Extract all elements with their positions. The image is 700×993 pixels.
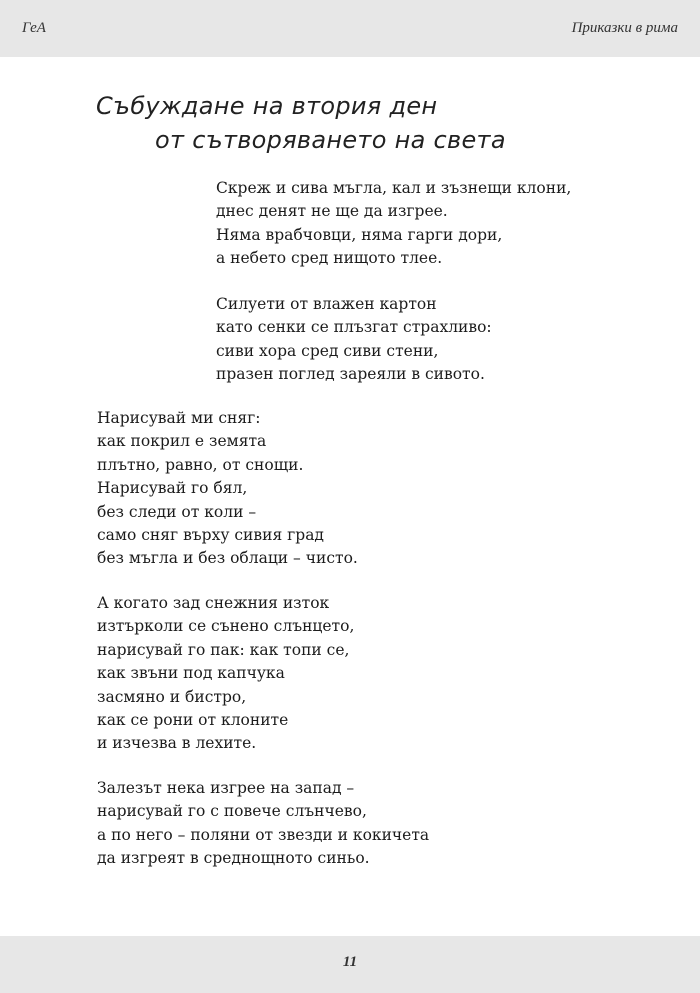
poem-line: плътно, равно, от снощи. [97, 455, 304, 474]
poem-title-line-2: от сътворяването на света [155, 126, 506, 154]
poem-line: Нарисувай го бял, [97, 479, 248, 498]
poem-line: Силуети от влажен картон [216, 295, 437, 313]
poem-line: изтърколи се сънено слънцето, [97, 617, 355, 636]
poem-line: и изчезва в лехите. [97, 734, 257, 753]
poem-line: а небето сред нищото тлее. [216, 249, 443, 268]
poem-line: как звъни под капчука [97, 664, 285, 683]
poem-line: как покрил е земята [97, 432, 267, 451]
stanza-3 [97, 407, 358, 571]
poem-line: А когато зад снежния изток [97, 594, 330, 612]
poem-line: празен поглед зареяли в сивото. [216, 365, 485, 384]
poem-line: Залезът нека изгрее на запад – [97, 779, 355, 797]
header-author: ГеА [22, 20, 46, 36]
poem-line: да изгреят в среднощното синьо. [97, 849, 370, 868]
poem-line: а по него – поляни от звезди и кокичета [97, 825, 430, 844]
poem-line: без следи от коли – [97, 502, 257, 521]
poem-line: сиви хора сред сиви стени, [216, 341, 439, 360]
stanza-4 [97, 592, 354, 756]
poem-line: как се рони от клоните [97, 711, 289, 730]
poem-title-line-1: Събуждане на втория ден [96, 92, 438, 120]
page-header [0, 0, 700, 57]
poem-line: без мъгла и без облаци – чисто. [97, 549, 358, 568]
poem-line: нарисувай го пак: как топи се, [97, 640, 350, 659]
stanza-2 [216, 293, 492, 387]
page-number: 11 [342, 954, 358, 970]
poem-line: Няма врабчовци, няма гарги дори, [216, 225, 503, 244]
poem-line: нарисувай го с повече слънчево, [97, 802, 367, 821]
poem-line: като сенки се плъзгат страхливо: [216, 318, 492, 337]
poem-line: засмяно и бистро, [97, 687, 247, 706]
poem-line: днес денят не ще да изгрее. [216, 202, 448, 221]
stanza-5 [97, 777, 429, 871]
poem-line: само сняг върху сивия град [97, 526, 324, 545]
header-book-title: Приказки в рима [571, 20, 678, 36]
poem-line: Скреж и сива мъгла, кал и зъзнещи клони, [216, 179, 572, 197]
poem-line: Нарисувай ми сняг: [97, 409, 261, 427]
stanza-1 [216, 177, 571, 271]
